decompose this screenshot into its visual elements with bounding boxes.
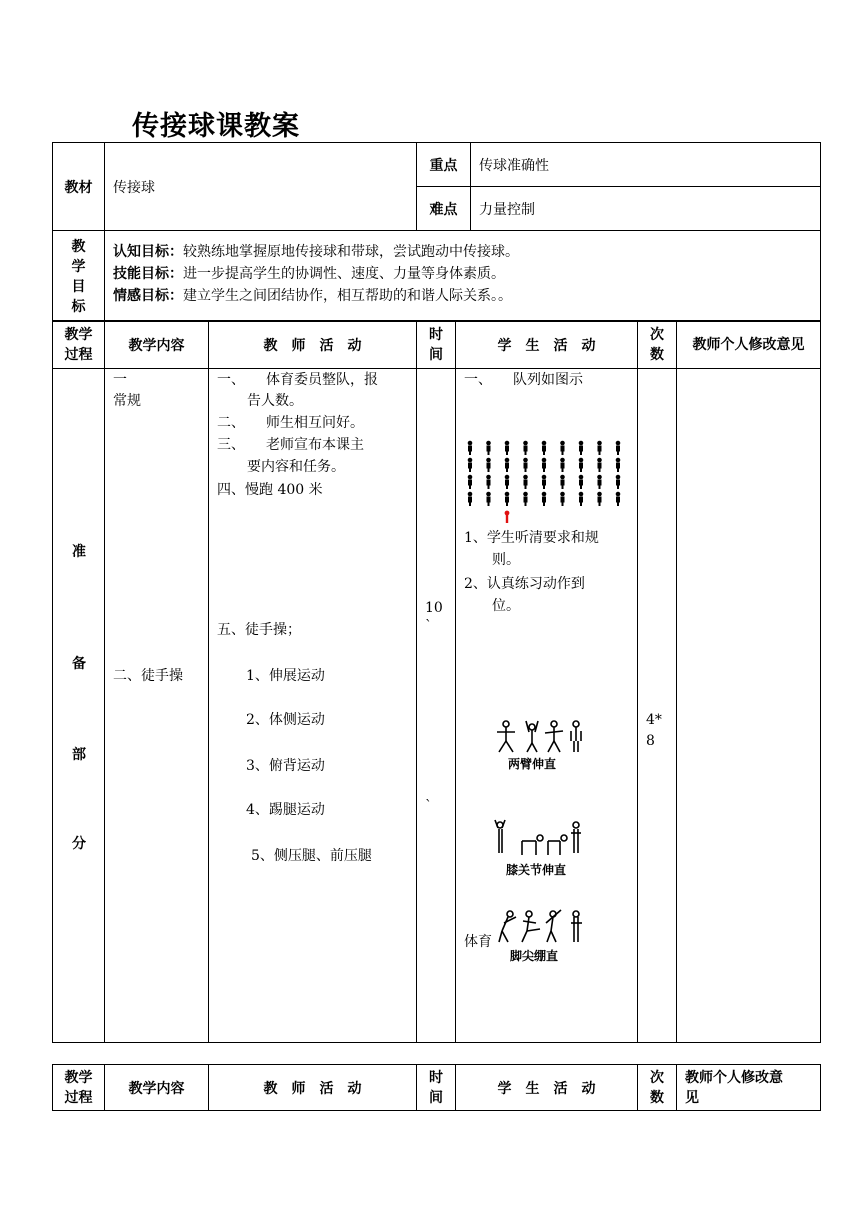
student-figure-icon (505, 458, 510, 472)
material-label: 教材 (53, 143, 105, 231)
time-mark: ` (425, 618, 432, 634)
student-figure-icon (560, 475, 565, 489)
student-figure-icon (579, 458, 584, 472)
student-note: 1、学生听清要求和规 (464, 530, 599, 546)
header-count: 次 数 (638, 1065, 677, 1111)
student-figure-icon (542, 458, 547, 472)
student-note: 2、认真练习动作到 (464, 576, 585, 592)
arms-stretch-figure-icon (494, 719, 586, 755)
toe-point-figure-icon (496, 909, 588, 945)
header-process: 教学 过程 (53, 321, 105, 369)
student-figure-icon (523, 475, 528, 489)
student-figure-icon (597, 458, 602, 472)
fig-caption: 脚尖绷直 (510, 949, 559, 963)
student-figure-icon (523, 441, 528, 455)
teacher-subitem: 1、伸展运动 (246, 668, 325, 684)
student-figure-icon (579, 475, 584, 489)
page-title: 传接球课教案 (132, 111, 300, 142)
teacher-item: 告人数。 (247, 393, 303, 409)
time-cell (417, 369, 456, 1043)
student-figure-icon (468, 458, 473, 472)
student-note: 则。 (492, 552, 520, 568)
student-figure-icon (542, 475, 547, 489)
header-student: 学 生 活 动 (456, 1065, 638, 1111)
teacher-marker-icon (505, 511, 510, 523)
knee-stretch-figure-icon (492, 819, 584, 857)
student-figure-icon (505, 441, 510, 455)
student-figure-icon (486, 441, 491, 455)
header-teacher: 教 师 活 动 (209, 1065, 417, 1111)
student-figure-icon (616, 492, 621, 506)
student-figure-icon (486, 492, 491, 506)
info-table (52, 142, 821, 322)
student-figure-icon (579, 492, 584, 506)
part-char: 备 (72, 656, 86, 672)
time-mark: ` (425, 798, 432, 814)
header-time: 时 间 (417, 321, 456, 369)
teacher-subitem: 4、踢腿运动 (246, 802, 325, 818)
student-figure-icon (560, 458, 565, 472)
student-item: 一、 队列如图示 (464, 372, 583, 388)
header-content: 教学内容 (105, 321, 209, 369)
header-process: 教学 过程 (53, 1065, 105, 1111)
header-table-2 (52, 1064, 821, 1111)
part-char: 部 (72, 747, 86, 763)
goal-item: 认知目标：较熟练地掌握原地传接球和带球，尝试跑动中传接球。 (113, 244, 519, 260)
content-item: 一 (113, 372, 127, 388)
student-figure-icon (597, 475, 602, 489)
part-cell (53, 369, 105, 1043)
student-figure-icon (468, 441, 473, 455)
header-content: 教学内容 (105, 1065, 209, 1111)
student-figure-icon (542, 492, 547, 506)
student-figure-icon (597, 492, 602, 506)
content-item: 常规 (113, 393, 141, 409)
student-figure-icon (505, 475, 510, 489)
teacher-subitem: 2、体侧运动 (246, 712, 325, 728)
student-figure-icon (505, 492, 510, 506)
material-value: 传接球 (105, 143, 417, 231)
fig-caption: 两臂伸直 (508, 757, 557, 771)
student-figure-icon (560, 492, 565, 506)
student-figure-icon (468, 475, 473, 489)
count-value: 4* (646, 712, 662, 728)
content-item: 二、徒手操 (113, 668, 183, 684)
difficulty-value: 力量控制 (471, 187, 821, 231)
teacher-subitem: 5、侧压腿、前压腿 (251, 848, 372, 864)
teacher-item: 五、徒手操； (217, 622, 301, 638)
header-count: 次 数 (638, 321, 677, 369)
fig-prefix: 体育 (464, 934, 492, 950)
content-cell (105, 369, 209, 1043)
time-value: 10 (425, 600, 443, 616)
goal-item: 情感目标：建立学生之间团结协作，相互帮助的和谐人际关系。。 (113, 288, 512, 304)
formation-diagram (464, 437, 634, 527)
teacher-item: 要内容和任务。 (247, 459, 345, 475)
teacher-item: 三、 老师宣布本课主 (217, 437, 364, 453)
teacher-subitem: 3、俯背运动 (246, 758, 325, 774)
student-cell (456, 369, 638, 1043)
main-table (52, 320, 821, 1043)
header-student: 学 生 活 动 (456, 321, 638, 369)
student-figure-icon (523, 492, 528, 506)
student-figure-icon (579, 441, 584, 455)
header-time: 时 间 (417, 1065, 456, 1111)
key-label: 重点 (417, 143, 471, 187)
part-char: 分 (72, 836, 86, 852)
teacher-cell (209, 369, 417, 1043)
goals-list (105, 231, 821, 322)
formation-figures (468, 441, 621, 506)
student-note: 位。 (492, 598, 520, 614)
student-figure-icon (523, 458, 528, 472)
teacher-item: 二、 师生相互问好。 (217, 415, 364, 431)
teacher-item: 四、慢跑 400 米 (217, 482, 323, 498)
student-figure-icon (542, 441, 547, 455)
part-char: 准 (72, 544, 86, 560)
goal-item: 技能目标：进一步提高学生的协调性、速度、力量等身体素质。 (113, 266, 505, 282)
student-figure-icon (560, 441, 565, 455)
notes-cell (677, 369, 821, 1043)
student-figure-icon (486, 475, 491, 489)
student-figure-icon (616, 441, 621, 455)
count-cell (638, 369, 677, 1043)
student-figure-icon (616, 458, 621, 472)
difficulty-label: 难点 (417, 187, 471, 231)
header-teacher: 教 师 活 动 (209, 321, 417, 369)
goals-label: 教 学 目 标 (53, 231, 105, 322)
student-figure-icon (486, 458, 491, 472)
student-figure-icon (616, 475, 621, 489)
student-figure-icon (597, 441, 602, 455)
count-value: 8 (646, 733, 655, 749)
fig-caption: 膝关节伸直 (506, 863, 567, 877)
header-notes: 教师个人修改意见 (677, 321, 821, 369)
key-value: 传球准确性 (471, 143, 821, 187)
header-notes: 教师个人修改意 见 (677, 1065, 821, 1111)
student-figure-icon (468, 492, 473, 506)
teacher-item: 一、 体育委员整队，报 (217, 372, 378, 388)
